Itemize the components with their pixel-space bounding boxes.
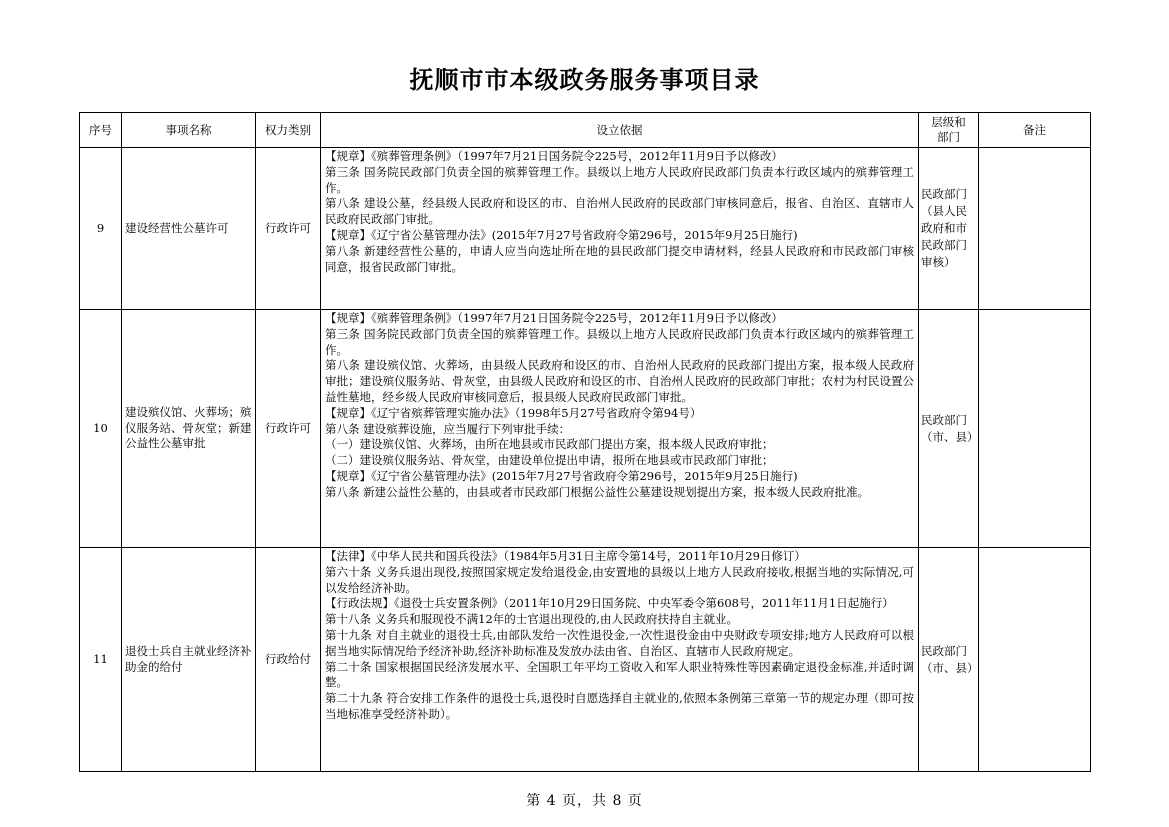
- table-header-row: [80, 113, 1091, 148]
- header-seq: 序号: [80, 113, 122, 148]
- row-seq: 10: [80, 310, 122, 548]
- basis-line: 第六十条 义务兵退出现役,按照国家规定发给退役金,由安置地的县级以上地方人民政府接收,根据当地的实际情况,可以发给经济补助。: [325, 564, 914, 595]
- basis-line: 第三条 国务院民政部门负责全国的殡葬管理工作。县级以上地方人民政府民政部门负责本行政区域内的殡葬管理工作。: [325, 326, 914, 357]
- row-dept: 民政部门（市、县）: [919, 310, 979, 548]
- basis-line: 第二十九条 符合安排工作条件的退役士兵,退役时自愿选择自主就业的,依照本条例第三章第一节的规定办理（即可按当地标准享受经济补助）。: [325, 691, 914, 721]
- basis-line: 【规章】《辽宁省公墓管理办法》(2015年7月27号省政府令第296号，2015年9月25日施行): [325, 227, 798, 242]
- table-row: [80, 148, 1091, 310]
- header-type: 权力类别: [256, 113, 321, 148]
- header-remark: 备注: [979, 113, 1091, 148]
- basis-line: 第八条 新建经营性公墓的，申请人应当向选址所在地的县民政部门提交申请材料，经县人民政府和市民政部门审核同意，报省民政部门审批。: [325, 243, 914, 274]
- table-row: [80, 548, 1091, 772]
- basis-line: 【规章】《殡葬管理条例》（1997年7月21日国务院令225号，2012年11月9日予以修改）: [325, 311, 783, 325]
- row-name: 建设殡仪馆、火葬场；殡仪服务站、骨灰堂；新建公益性公墓审批: [122, 310, 256, 548]
- row-remark: [979, 148, 1091, 310]
- row-dept: 民政部门（县人民政府和市民政部门审核）: [919, 148, 979, 310]
- basis-line: 第八条 新建公益性公墓的，由县或者市民政部门根据公益性公墓建设规划提出方案，报本级人民政府批准。: [325, 484, 870, 499]
- service-catalog-table: [79, 112, 1091, 772]
- row-type: 行政许可: [256, 310, 321, 548]
- basis-line: 第十八条 义务兵和服现役不满12年的士官退出现役的,由人民政府扶持自主就业。: [325, 612, 738, 627]
- basis-line: 第三条 国务院民政部门负责全国的殡葬管理工作。县级以上地方人民政府民政部门负责本行政区域内的殡葬管理工作。: [325, 164, 914, 195]
- basis-line: 【行政法规】《退役士兵安置条例》（2011年10月29日国务院、中央军委令第608号，2011年11月1日起施行）: [325, 596, 894, 611]
- basis-line: 第八条 建设殡仪馆、火葬场，由县级人民政府和设区的市、自治州人民政府的民政部门提出方案，报本级人民政府审批；建设殡仪服务站、骨灰堂，由县级人民政府和设区的市、自治州人民政府的民政部门审批；农村为村民设置公益性墓地，经乡级人民政府审核同意后，报县级人民政府民政部门审批。: [325, 358, 914, 404]
- header-dept: [919, 113, 979, 148]
- row-type: 行政许可: [256, 148, 321, 310]
- basis-line: 第二十条 国家根据国民经济发展水平、全国职工年平均工资收入和军人职业特殊性等因素确定退役金标准,并适时调整。: [325, 659, 914, 690]
- basis-line: 第十九条 对自主就业的退役士兵,由部队发给一次性退役金,一次性退役金由中央财政专项安排;地方人民政府可以根据当地实际情况给予经济补助,经济补助标准及发放办法由省、自治区、直辖市人民政府规定。: [325, 627, 914, 658]
- page-footer: 第 4 页，共 8 页: [526, 793, 643, 809]
- row-seq: 9: [80, 148, 122, 310]
- header-name: 事项名称: [122, 113, 256, 148]
- basis-line: （一）建设殡仪馆、火葬场，由所在地县或市民政部门提出方案，报本级人民政府审批；: [325, 437, 774, 452]
- row-basis: [321, 548, 919, 772]
- basis-line: 【规章】《辽宁省殡葬管理实施办法》（1998年5月27号省政府令第94号）: [325, 405, 702, 420]
- basis-line: 【规章】《辽宁省公墓管理办法》(2015年7月27号省政府令第296号，2015年9月25日施行): [325, 468, 798, 483]
- page-title: 抚顺市市本级政务服务事项目录: [409, 66, 760, 94]
- basis-line: 第八条 建设公墓，经县级人民政府和设区的市、自治州人民政府的民政部门审核同意后，报省、自治区、直辖市人民政府民政部门审批。: [325, 196, 914, 227]
- row-remark: [979, 310, 1091, 548]
- row-dept: 民政部门（市、县）: [919, 548, 979, 772]
- table-row: [80, 310, 1091, 548]
- row-seq: 11: [80, 548, 122, 772]
- row-basis: [321, 310, 919, 548]
- basis-line: 【法律】《中华人民共和国兵役法》（1984年5月31日主席令第14号，2011年10月29日修订）: [325, 549, 806, 563]
- row-name: 建设经营性公墓许可: [122, 148, 256, 310]
- row-type: 行政给付: [256, 548, 321, 772]
- header-dept-label: 层级和部门: [931, 115, 966, 144]
- row-basis: [321, 148, 919, 310]
- row-name: 退役士兵自主就业经济补助金的给付: [122, 548, 256, 772]
- basis-line: 【规章】《殡葬管理条例》（1997年7月21日国务院令225号，2012年11月9日予以修改）: [325, 149, 783, 163]
- basis-line: （二）建设殡仪服务站、骨灰堂，由建设单位提出申请，报所在地县或市民政部门审批；: [325, 453, 774, 468]
- basis-line: 第八条 建设殡葬设施，应当履行下列审批手续：: [325, 421, 571, 436]
- row-remark: [979, 548, 1091, 772]
- header-basis: 设立依据: [321, 113, 919, 148]
